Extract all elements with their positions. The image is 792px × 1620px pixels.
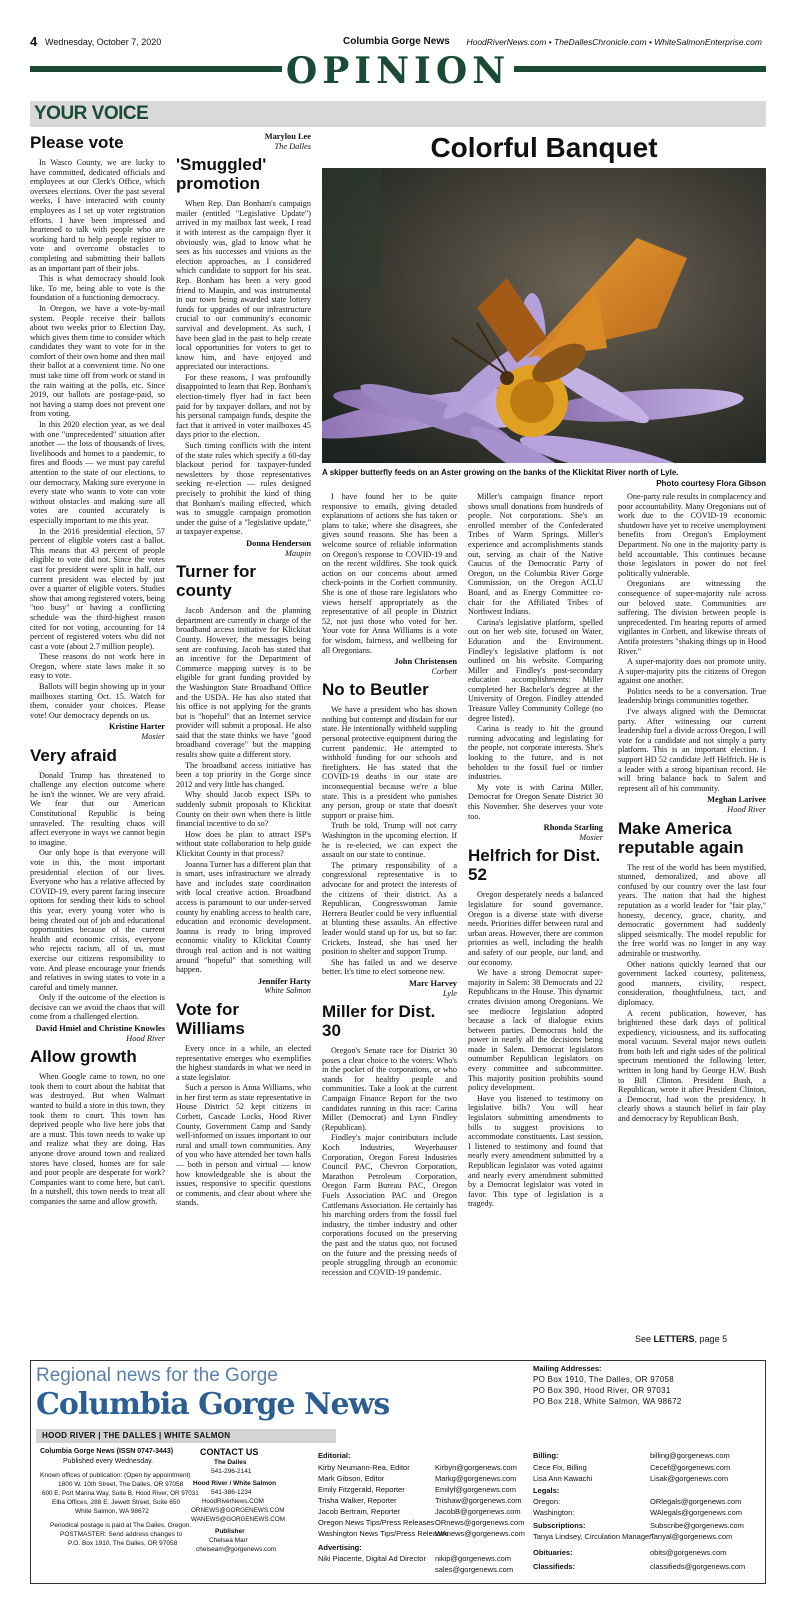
letter-paragraph: In the 2016 presidential election, 57 percent of eligible voters cast a ballot. This means that 43 percent of people eligible to vote did not. Since the votes cast for president were split in half, our current president was elected by just over a quarter of eligible voters. Studies show that among registered voters, being "too busy" or having a conflicting schedule was the third-highest reason cited for not voting, accounting for 14 percent of registered voters who did not cast a vote (about 2.7 million people). [30,526,165,651]
letter-paragraph: Such timing conflicts with the intent of the state rules which specify a 60-day blackout period for taxpayer-funded newsletters by those representatives seeking re-election — rules designed precisely to prohibit the kind of thing that Bonham's mailing effected, which was to smuggle campaign promotion under the guise of a "legislative update," at taxpayer expense. [176,441,311,537]
staff-name: Jacob Bertram, Reporter [318,1507,401,1516]
your-voice-heading: YOUR VOICE [34,103,149,124]
classifieds-email[interactable]: classifieds@gorgenews.com [650,1562,746,1571]
letter-paragraph: How does he plan to attract ISP's without state collaboration to help guide Klickitat County in that process? [176,829,311,858]
pub-info-line: POSTMASTER: Send address changes to [60,1531,183,1538]
letter-title: Vote for Williams [176,999,245,1038]
pub-info-line: 1800 W. 10th Street, The Dalles, OR 97058 [58,1481,184,1488]
column-4 [468,492,603,1335]
advertising-title: Advertising: [318,1543,362,1552]
letter-beutler [322,680,457,998]
billing-title: Billing: [533,1451,559,1460]
letter-paragraph: When Rep. Dan Bonham's campaign mailer (entitled "Legislative Update") arrived in my mailbox last week, I read it with interest as the campaign flyer it obviously was, glad to know what he sees as his successes and visions as the election approaches, as I considered which candidate to support for his seat. Rep. Bonham has been a very good friend to Maupin, and was instrumental in our town being awarded state lottery funds for upgrades of our infrastructure crucial to our community's economic survival and development. As such, I have been glad in the past to help create local opportunities for voters to get to know him, and have enjoyed and appreciated our interactions. [176,199,311,372]
pub-info-line: P.O. Box 1910, The Dalles, OR 97058 [68,1540,178,1547]
staff-name: Washington News Tips/Press Releases [318,1529,449,1538]
letter-place: Maupin [284,548,311,558]
letter-paragraph: Carina is ready to hit the ground running advocating and legislating for the people, not corporate interests. She's looking to the future, and is not beholden to the fossil fuel or timber industries. [468,724,603,782]
letter-author: Marylou Lee [264,132,311,141]
mailing-title: Mailing Addresses: [533,1364,602,1373]
legals-title: Legals: [533,1486,560,1495]
legals-label: Oregon: [533,1497,561,1506]
staff-name: Cece Fix, Billing [533,1463,587,1472]
letter-helfrich [468,846,603,1209]
letter-please-vote [30,133,165,742]
letter-paragraph: Oregon's Senate race for District 30 poses a clear choice to the voters: Who's in the pocket of the corporations, or who stands for healthy people and communities. Take a look at the current Campaign Finance Report for the two candidates running in this race: Carina Miller (Democrat) and Lynn Findley (Republican). [322,1046,457,1132]
letter-paragraph: Our only hope is that everyone will vote in this, the most important presidential election of our lives. Everyone who has a relative affected by COVID-19, every parent facing insecure options for sending their kids to school this year, every young voter who is being cheated out of job and educational opportunities because of the current health and economic crisis, everyone who rejects racism, all of us, must exercise our citizens responsibility to vote. And please encourage your friends and relatives in swing states to vote in a careful and timely manner. [30,848,165,992]
mailing-address: PO Box 218, White Salmon, WA 98672 [533,1397,682,1406]
towns-list: HOOD RIVER | THE DALLES | WHITE SALMON [42,1431,231,1440]
letter-miller [322,1002,457,1277]
staff-name: Lisa Ann Kawachi [533,1474,593,1483]
staff-name: Niki Piacente, Digital Ad Director [318,1554,426,1563]
contact-line: The Dalles [214,1459,247,1466]
mailing-address: PO Box 390, Hood River, OR 97031 [533,1386,671,1395]
letter-paragraph: The broadband access initiative has been a top priority in the Gorge since 2012 and very little has changed. [176,760,311,789]
issue-date: Wednesday, October 7, 2020 [45,37,162,47]
letter-paragraph: Other nations quickly learned that our government lacked courtesy, politeness, good manners, civility, respect, consideration, thoughtfulness, tact, and diplomacy. [618,959,766,1007]
letter-smuggled [176,155,311,558]
contact-line: 541-386-1234 [211,1489,252,1496]
letter-author: Jennifer Harty [257,976,311,986]
staff-email[interactable]: Tanyal@gorgenews.com [650,1532,733,1541]
staff-email[interactable]: Lisak@gorgenews.com [650,1474,729,1483]
letter-paragraph: A super-majority does not promote unity. A super-majority pits the citizens of Oregon against one another. [618,657,766,686]
contact-line: Hood River / White Salmon [193,1480,277,1487]
pub-info-line: Known offices of publication: (Open by appointment) [40,1472,191,1479]
letter-paragraph: Ballots will begin showing up in your mailboxes starting Oct. 15. Watch for them, consider your choices. Please vote! Our democracy depends on us. [30,682,165,720]
staff-name: Emily Fitzgerald, Reporter [318,1485,405,1494]
staff-email[interactable]: Markg@gorgenews.com [435,1474,517,1483]
continued-jump[interactable] [635,1334,727,1344]
page-number: 4 [30,34,38,49]
subscriptions-title: Subscriptions: [533,1521,586,1530]
mailing-address: PO Box 1910, The Dalles, OR 97058 [533,1375,674,1384]
staff-email[interactable]: JacobB@gorgenews.com [435,1507,521,1516]
staff-name: Trisha Walker, Reporter [318,1496,397,1505]
classifieds-label: Classifieds: [533,1562,576,1571]
letter-turner [176,562,311,996]
letter-title: Turner for county [176,562,256,601]
letter-paragraph: One-party rule results in complacency and poor accountability. Many Oregonians out of work due to the COVID-19 economic shutdown have yet to receive unemployment benefits from Oregon's Employment Department. No one in the majority party is held accountable. This continues because those legislators in power do not feel politically vulnerable. [618,492,766,578]
letter-title: 'Smuggled' promotion [176,155,267,194]
photo-caption: A skipper butterfly feeds on an Aster growing on the banks of the Klickitat River north of Lyle. [322,468,679,477]
photo-illustration [322,168,766,463]
photo-credit: Photo courtesy Flora Gibson [656,479,766,488]
butterfly-photo [322,168,766,463]
letter-paragraph: A recent publication, however, has brightened these dark days of political expediency, viciousness, and its suffocating moral vacuum. Several major news outlets from both left and right sides of the political spectrum mentioned the following letter, written in long hand by George H.W. Bush to Bill Clinton. President Bush, a Republican, wrote it after President Clinton, a Democrat, had won the presidency. It clearly shows a staunch belief in fair play and democracy by Republican Bush. [618,1008,766,1124]
staff-name: Tanya Lindsey, Circulation Manager [533,1532,652,1541]
letter-author: Meghan Larivee [707,795,766,805]
legals-email[interactable]: WAlegals@gorgenews.com [650,1508,742,1517]
letter-place: Mosier [579,832,603,842]
letter-paragraph: Why should Jacob expect ISPs to suddenly submit proposals to Klickitat County on their own when there is little financial incentive to do so? [176,790,311,829]
legals-label: Washington: [533,1508,575,1517]
letter-author: Donna Henderson [246,538,311,548]
letter-place: Corbett [431,666,457,676]
letter-paragraph: Findley's major contributors include Koch Industries, Weyerhauser Corporation, Oregon Forest Industries Council PAC, Chevron Corporation, Marathon Petroleum Corporation, Oregon Farm Bureau PAC, Oregon Fuels Association PAC and Oregon Cattlemans Association. He certainly has his marching orders from the fossil fuel industry, the timber industry and other corporations focused on the preserving the past and the status quo, not focused on the future and the pressing needs of people struggling through an economic recession and COVID-19 pandemic. [322,1133,457,1277]
letter-title: Miller for Dist. 30 [322,1002,436,1041]
staff-email[interactable]: billing@gorgenews.com [650,1451,730,1460]
jump-suffix: , page 5 [694,1334,728,1344]
letter-title: Very afraid [30,745,117,765]
letter-paragraph: The rest of the world has been mystified, stunned, demoralized, and above all confused by our country over the last four years. The nation that had the highest reputation as a world leader for "fair play," honesty, decency, grace, charity, and democratic government had suddenly slipped seismically. The model republic for the free world was no longer in any way admirable or trustworthy. [618,862,766,958]
letter-paragraph: Carina's legislative platform, spelled out on her web site, focused on Water, Education and the Environment. Findley's legislative platform is not outlined on his website. Comparing Miller and Findley's post-secondary education accomplishments: Miller completed her Bachelor's degree at the University of Oregon. Findley attended Treasure Valley Community College (no degree listed). [468,617,603,723]
letter-williams [176,1000,311,1208]
staff-email[interactable]: WAnews@gorgenews.com [435,1529,525,1538]
jump-prefix: See [635,1334,652,1344]
website-list: HoodRiverNews.com • TheDallesChronicle.com • WhiteSalmonEnterprise.com [466,37,762,47]
letter-place: Mosier [141,732,165,742]
letter-paragraph: My vote is with Carina Miller, Democrat for Oregon Senate District 30 this November. She deserves your vote too. [468,782,603,821]
letter-paragraph: We have a strong Democrat super-majority in Salem: 38 Democrats and 22 Republicans in the House. This dynamic creates division among Oregonians. We see mediocre legislation adopted because a lack of dialogue exists between parties. Democrats hold the power in nearly all the decisions being made in Salem. Democrat legislators outnumber Republican legislators on every committee and subcommittee. This majority position prohibits sound policy development. [468,968,603,1093]
letter-author: David Hmiel and Christine Knowles [35,1024,165,1034]
contact-email[interactable]: WANEWS@GORGENEWS.COM [191,1516,285,1523]
masthead-logo: Columbia Gorge News [36,1387,390,1422]
letter-place: Hood River [126,1033,165,1043]
obituaries-label: Obituaries: [533,1548,573,1557]
pub-info-line: Published every Wednesday. [63,1458,154,1465]
obituaries-email[interactable]: obits@gorgenews.com [650,1548,727,1557]
letter-place: Hood River [727,805,766,814]
letter-paragraph: Only if the outcome of the election is decisive can we avoid the chaos that will come from a challenged election. [30,993,165,1022]
title-rule-right [514,66,766,72]
letter-paragraph: The primary responsibility of a congressional representative is to advocate for and protect the interests of the citizens of their district. As a Republican, Congresswoman Jamie Herrera Beutler could be very influential at blunting these assaults. An effective leader would stand up for us, but so far: Crickets. Instead, she has used her position to shelter and support Trump. [322,860,457,957]
legals-email[interactable]: ORlegals@gorgenews.com [650,1497,742,1506]
staff-email[interactable]: ORnews@gorgenews.com [435,1518,525,1527]
contact-email[interactable]: chelseam@gorgenews.com [196,1546,277,1553]
contact-title: CONTACT US [200,1447,259,1457]
letter-paragraph: When Google came to town, no one took them to court about the habitat that was destroyed. But when Walmart wanted to build a store in this town, they took them to court. This town has deprived people who live here jobs that are a must. This town needs to wake up and realize what they are doing. Has anyone drove around town and realized stores have closed, homes are for sale and poor people are desperate for work? Companies want to come here, but can't. In a nutshell, this town needs to treat all companies the same and allow growth. [30,1072,165,1206]
letter-paragraph: Miller's campaign finance report shows small donations from hundreds of people. Not corporations. She's an enrolled member of the Confederated Tribes of Warm Springs. Miller's experience and accomplishments stands out, serving as chair of the Native Caucus of the Democratic Party of Oregon, on the Columbia River Gorge Commission, on the Oregon ACLU Board, and as Energy Committee co-chair for the Affiliated Tribes of Northwest Indians. [468,492,603,617]
letter-paragraph: In Oregon, we have a vote-by-mail system. People receive their ballots about two weeks prior to Election Day, which gives them time to consider which candidates they want to vote for in the comfort of their own home and then mail their ballot at a convenient time. No one must take time off from work or stand in the rain waiting at the polls, etc. Since 2019, our ballots are postage-paid, so not having a stamp does not prevent one from voting. [30,303,165,419]
column-2 [176,130,311,1335]
letter-author: John Christensen [394,657,457,667]
letter-paragraph: In this 2020 election year, as we deal with one "unprecedented" situation after another — the loss of thousands of lives, livelihoods and homes to a pandemic, to fires and floods — we must pay careful attention to the state of our elections, to our democracy. Making sure everyone in every state who wants to vote can vote without obstacles and making sure all votes are counted accurately is especially important to me this year. [30,420,165,525]
letter-paragraph: Oregon desperately needs a balanced legislature for sound governance. Oregon is a diverse state with diverse needs. Priorities differ between rural and urban areas. However, there are common priorities as well, including the health and safety of our people, our land, and our economy. [468,890,603,967]
pub-info-line: White Salmon, WA 98672 [75,1508,149,1515]
letter-place: The Dalles [274,141,311,151]
letter-paragraph: Have you listened to testimony on legislative bills? You will hear legislators submitting amendments to bills to suggest provisions to accommodate constituents. Last session, I listened to testimony and found that nearly every amendment submitted by a Republican legislator was voted against and nearly every amendment submitted by a Democrat legislator was voted in favor. This type of legislation is a tragedy. [468,1093,603,1209]
letter-title: Make America reputable again [618,818,744,857]
paper-name: Columbia Gorge News [343,36,450,47]
title-rule-left [30,66,282,72]
letter-place: Lyle [442,988,457,998]
feature-title: Colorful Banquet [430,132,658,163]
letter-paragraph: Every once in a while, an elected representative emerges who exemplifies the highest standards in what we need in a state legislator. [176,1043,311,1082]
staff-email[interactable]: Kirbyn@gorgenews.com [435,1463,517,1472]
letter-title: No to Beutler [322,680,429,700]
letter-paragraph: Donald Trump has threatened to challenge any election outcome where he isn't the winner. We are very afraid. We fear that our American Constitutional Republic is being unraveled. The resulting chaos will affect everyone in ways we cannot begin to imagine. [30,770,165,847]
contact-line: Publisher [215,1528,245,1535]
letter-paragraph: She has failed us and we deserve better. It's time to elect someone new. [322,957,457,977]
staff-name: Oregon News Tips/Press Releases [318,1518,435,1527]
letter-author: Marc Harvey [409,978,457,988]
letter-allow-growth [30,1047,165,1206]
staff-name: Mark Gibson, Editor [318,1474,385,1483]
subscribe-email[interactable]: Subscribe@gorgenews.com [650,1521,744,1530]
jump-section: LETTERS [653,1334,695,1344]
letter-make-america-reputable [618,819,766,1124]
pub-info-line: Columbia Gorge News (ISSN 0747-3443) [40,1448,174,1455]
letter-paragraph: These reasons do not work here in Oregon, where state laws make it so easy to vote. [30,652,165,681]
letter-paragraph: Oregonians are witnessing the consequence of super-majority rule across our beloved state. Communities are suffering. The division between people is unprecedented. I'm hearing reports of armed vigilantes in Corbett, and likewise threats of Antifa protesters "shaking things up in Hood River." [618,579,766,656]
letter-title: Helfrich for Dist. 52 [468,846,601,885]
tagline: Regional news for the Gorge [36,1365,278,1386]
letter-title: Please vote [30,133,124,152]
letter-paragraph: In Wasco County, we are lucky to have committed, dedicated officials and employees at our Clerk's Office, which oversees elections. Over the past several weeks, I have interacted with county employees as I set up voter registration efforts. I have been impressed and heartened to talk with people who are working hard to help people register to vote and overcome obstacles to completing and submitting their ballots as an important part of their jobs. [30,158,165,273]
editorial-title: Editorial: [318,1451,351,1460]
letter-paragraph: Truth be told, Trump will not carry Washington in the upcoming election. If he is re-elected, we can expect the assault on our state to continue. [322,821,457,860]
letter-paragraph: Joanna Turner has a different plan that is smart, uses infrastructure we already have and includes state coordination with local creative action. Broadband access is paramount to our under-served county by enabling access to health care, education and economic development. Joanna is ready to bring improved economic vitality to Klickitat County through real action and is not waiting around "hopeful" that something will happen. [176,859,311,975]
section-title: OPINION [285,50,511,92]
pub-info-line: 600 E. Port Marina Way, Suite B, Hood River, OR 97031 [42,1490,199,1497]
letter-paragraph: Politics needs to be a conversation. True leadership brings communities together. [618,686,766,706]
letter-paragraph: Jacob Anderson and the planning department are currently in charge of the broadband access initiative for Klickitat County. However, the messages being sent are confusing. Jacob has stated that an incentive for the Department of Commerce mapping survey is to be eligible for grant funding provided by the Washington State Broadband Office and the USDA. He has also stated that his office is not applying for the grants but is "hopeful" that an Internet service provider will submit a proposal. He also said that the state thinks we have "good broadband coverage" but the mapping results show quite a different story. [176,606,311,760]
letter-author: Kristine Harter [108,722,165,732]
pub-info-line: Elba Offices, 288 E. Jewett Street, Suite 650 [52,1499,181,1506]
pub-info-line: Periodical postage is paid at The Dalles, Oregon. [50,1522,192,1529]
letter-place: White Salmon [264,986,311,996]
staff-name: Kirby Neumann-Rea, Editor [318,1463,410,1472]
contact-line: Chelsea Marr [209,1537,249,1544]
contact-line: 541-296-2141 [211,1468,252,1475]
staff-email[interactable]: Trishaw@gorgenews.com [435,1496,522,1505]
staff-email[interactable]: Cecef@gorgenews.com [650,1463,731,1472]
letter-title: Allow growth [30,1047,137,1067]
letter-paragraph: I've always aligned with the Democrat party. After witnessing our current leadership fuel a divide across Oregon, I will vote for a candidate and not simply a party platform. This is an important election. I support HD 52 candidate Jeff Helfrich. He is a leader with a strong bipartisan record. He will bring balance back to Salem and represent all of his community. [618,707,766,793]
letter-paragraph: This is what democracy should look like. To me, being able to vote is the foundation of a functioning democracy. [30,274,165,303]
letter-very-afraid [30,746,165,1044]
letter-author: Rhonda Starling [543,823,603,833]
letter-paragraph: We have a president who has shown nothing but contempt and disdain for our state. He intentionally withheld suppling personal protective equipment during the current pandemic. He attempted to withhold funding for our schools and firefighters. He has stated that the COVID-19 deaths in our state are inconsequential because we're a blue state. This is a president who punishes any person, group or state that doesn't support or praise him. [322,705,457,820]
staff-email[interactable]: nikip@gorgenews.com [435,1554,511,1563]
column-3 [322,492,457,1335]
letter-paragraph: I have found her to be quite responsive to emails, giving detailed explanations of actions she has taken or plans to take; where she disagrees, she gives sound reasons. She has been a welcome source of reliable information on Oregon's response to COVID-19 and on the recent wildfires. She took quick action on our concerns about armed check-points in the Corbett community. She is one of those rare legislators who views herself appropriately as the representative of all people in District 52, not just those who voted for her. Your vote for Anna Williams is a vote for wisdom, fairness, and wellbeing for all Oregonians. [322,492,457,655]
staff-email[interactable]: Emilyf@gorgenews.com [435,1485,516,1494]
letter-paragraph: Such a person is Anna Williams, who in her first term as state representative in House District 52 kept citizens in Corbett, Cascade Locks, Hood River County, Government Camp and Sandy well-informed on issues important to our rural and small town communities. Any of you who have attended her town halls — both in person and virtual — know how knowledgeable she is about the issues, responsive to specific questions or comments, and clear about where she stands. [176,1083,311,1208]
column-5 [618,492,766,1327]
letter-paragraph: For these reasons, I was profoundly disappointed to learn that Rep. Bonham's election-timely flyer had in fact been paid for by taxpayer dollars, and not by his personal campaign funds, despite the fact that it arrived in voter mailboxes 45 days prior to the election. [176,372,311,440]
contact-link[interactable]: HoodRiverNews.COM [202,1498,264,1505]
contact-email[interactable]: ORNEWS@GORGENEWS.COM [191,1507,285,1514]
column-1 [30,130,165,1335]
staff-email[interactable]: sales@gorgenews.com [435,1565,514,1574]
